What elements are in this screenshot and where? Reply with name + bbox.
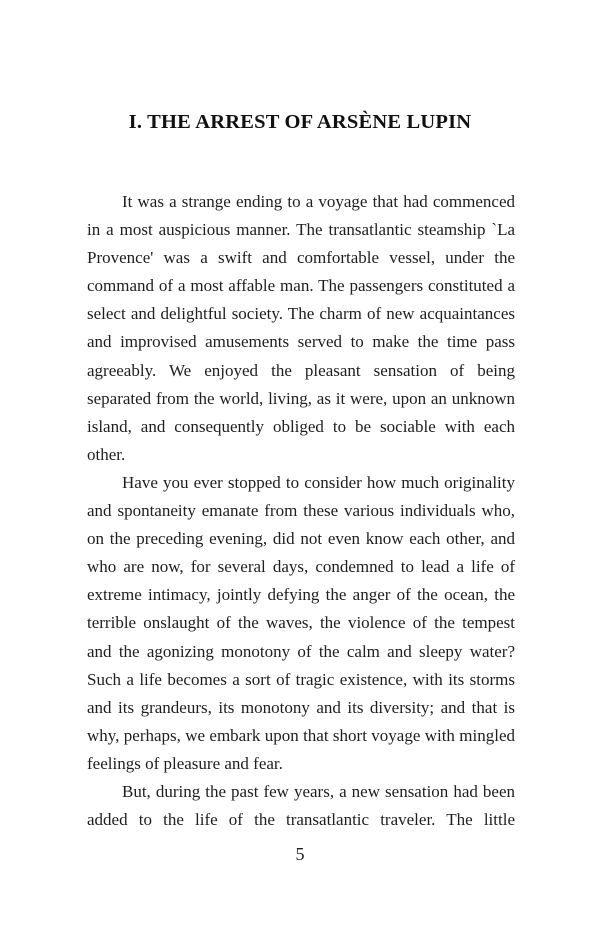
body-text [87, 188, 515, 834]
paragraph-1: It was a strange ending to a voyage that had commenced in a most auspicious manner. The transatlantic steamship `La Provence' was a swift and comfortable vessel, under the command of a most affable man. The passengers constituted a select and delightful society. The charm of new acquaintances and improvised amusements served to make the time pass agreeably. We enjoyed the pleasant sensation of being separated from the world, living, as it were, upon an unknown island, and consequently obliged to be sociable with each other. [87, 192, 515, 464]
paragraph-3: But, during the past few years, a new sensation had been added to the life of the transatlantic traveler. The little [87, 781, 515, 830]
paragraph-2: Have you ever stopped to consider how much originality and spontaneity emanate from these various individuals who, on the preceding evening, did not even know each other, and who are now, for several days, condemned to lead a life of extreme intimacy, jointly defying the anger of the ocean, the terrible onslaught of the waves, the violence of the tempest and the agonizing monotony of the calm and sleepy water? Such a life becomes a sort of tragic existence, with its storms and its grandeurs, its monotony and its diversity; and that is why, perhaps, we embark upon that short voyage with mingled feelings of pleasure and fear. [87, 472, 515, 773]
chapter-title: I. THE ARREST OF ARSÈNE LUPIN [128, 111, 472, 133]
page-number: 5 [295, 844, 305, 864]
